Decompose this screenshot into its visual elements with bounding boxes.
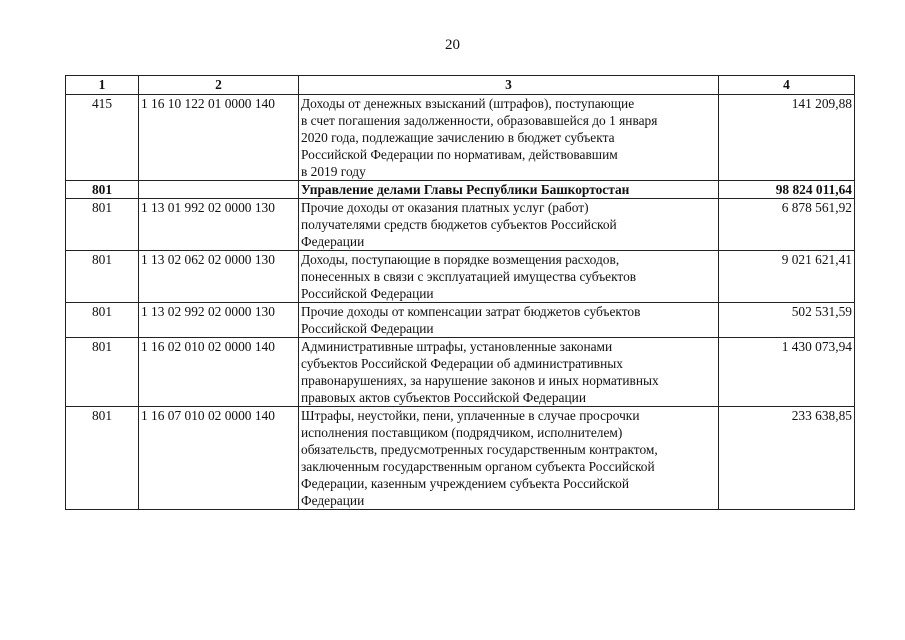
revenue-name-line: Российской Федерации [301,321,434,336]
revenue-name-cell [299,407,719,510]
revenue-name-line: Прочие доходы от оказания платных услуг (работ) [301,200,589,215]
revenue-name-line: Федерации [301,234,365,249]
amount-cell: 233 638,85 [719,407,855,510]
table-row [66,303,855,338]
page-number: 20 [445,37,460,53]
amount-cell: 502 531,59 [719,303,855,338]
revenue-name-line: в 2019 году [301,164,366,179]
revenue-code-cell: 1 16 10 122 01 0000 140 [139,95,299,181]
revenue-name-line: 2020 года, подлежащие зачислению в бюджет субъекта [301,130,615,145]
row-number-cell: 415 [66,95,139,181]
table-row [66,181,855,199]
revenue-name-line: Административные штрафы, установленные законами [301,339,613,354]
header-cell-1: 1 [66,76,139,95]
header-cell-4: 4 [719,76,855,95]
revenue-code-cell: 1 13 01 992 02 0000 130 [139,199,299,251]
revenue-name-cell [299,199,719,251]
revenue-name-line: получателями средств бюджетов субъектов Российской [301,217,617,232]
header-cell-2: 2 [139,76,299,95]
revenue-code-cell: 1 16 07 010 02 0000 140 [139,407,299,510]
revenue-name-line: субъектов Российской Федерации об административных [301,356,623,371]
row-number-cell: 801 [66,338,139,407]
revenue-name-line: обязательств, предусмотренных государственным контрактом, [301,442,658,457]
revenue-name-cell [299,181,719,199]
row-number-cell: 801 [66,251,139,303]
revenue-code-cell: 1 13 02 992 02 0000 130 [139,303,299,338]
revenue-name-cell [299,303,719,338]
table-row [66,95,855,181]
amount-cell: 1 430 073,94 [719,338,855,407]
amount-cell: 141 209,88 [719,95,855,181]
amount-cell: 9 021 621,41 [719,251,855,303]
revenue-name-line: понесенных в связи с эксплуатацией имущества субъектов [301,269,637,284]
revenue-name-line: правонарушениях, за нарушение законов и иных нормативных [301,373,659,388]
revenue-table [65,75,855,510]
revenue-name-line: Прочие доходы от компенсации затрат бюджетов субъектов [301,304,641,319]
revenue-name-line: Российской Федерации [301,286,434,301]
table-header-row [66,76,855,95]
table-row [66,251,855,303]
revenue-name-line: Федерации, казенным учреждением субъекта Российской [301,476,629,491]
amount-cell: 6 878 561,92 [719,199,855,251]
row-number-cell: 801 [66,181,139,199]
table-body [66,76,855,510]
revenue-name-line: Штрафы, неустойки, пени, уплаченные в случае просрочки [301,408,640,423]
revenue-name-line: Российской Федерации по нормативам, действовавшим [301,147,618,162]
row-number-cell: 801 [66,303,139,338]
revenue-name-line: исполнения поставщиком (подрядчиком, исполнителем) [301,425,623,440]
table-row [66,407,855,510]
revenue-code-cell: 1 13 02 062 02 0000 130 [139,251,299,303]
revenue-name-cell [299,251,719,303]
revenue-name-line: Доходы, поступающие в порядке возмещения расходов, [301,252,620,267]
revenue-name-line: Управление делами Главы Республики Башкортостан [301,182,630,197]
row-number-cell: 801 [66,199,139,251]
revenue-code-cell [139,181,299,199]
revenue-name-cell [299,338,719,407]
amount-cell: 98 824 011,64 [719,181,855,199]
revenue-name-line: Федерации [301,493,365,508]
revenue-name-line: правовых актов субъектов Российской Федерации [301,390,586,405]
revenue-code-cell: 1 16 02 010 02 0000 140 [139,338,299,407]
table-row [66,338,855,407]
revenue-name-line: заключенным государственным органом субъекта Российской [301,459,655,474]
row-number-cell: 801 [66,407,139,510]
revenue-name-line: Доходы от денежных взысканий (штрафов), поступающие [301,96,635,111]
table-row [66,199,855,251]
revenue-name-line: в счет погашения задолженности, образовавшейся до 1 января [301,113,658,128]
revenue-name-cell [299,95,719,181]
header-cell-3: 3 [299,76,719,95]
